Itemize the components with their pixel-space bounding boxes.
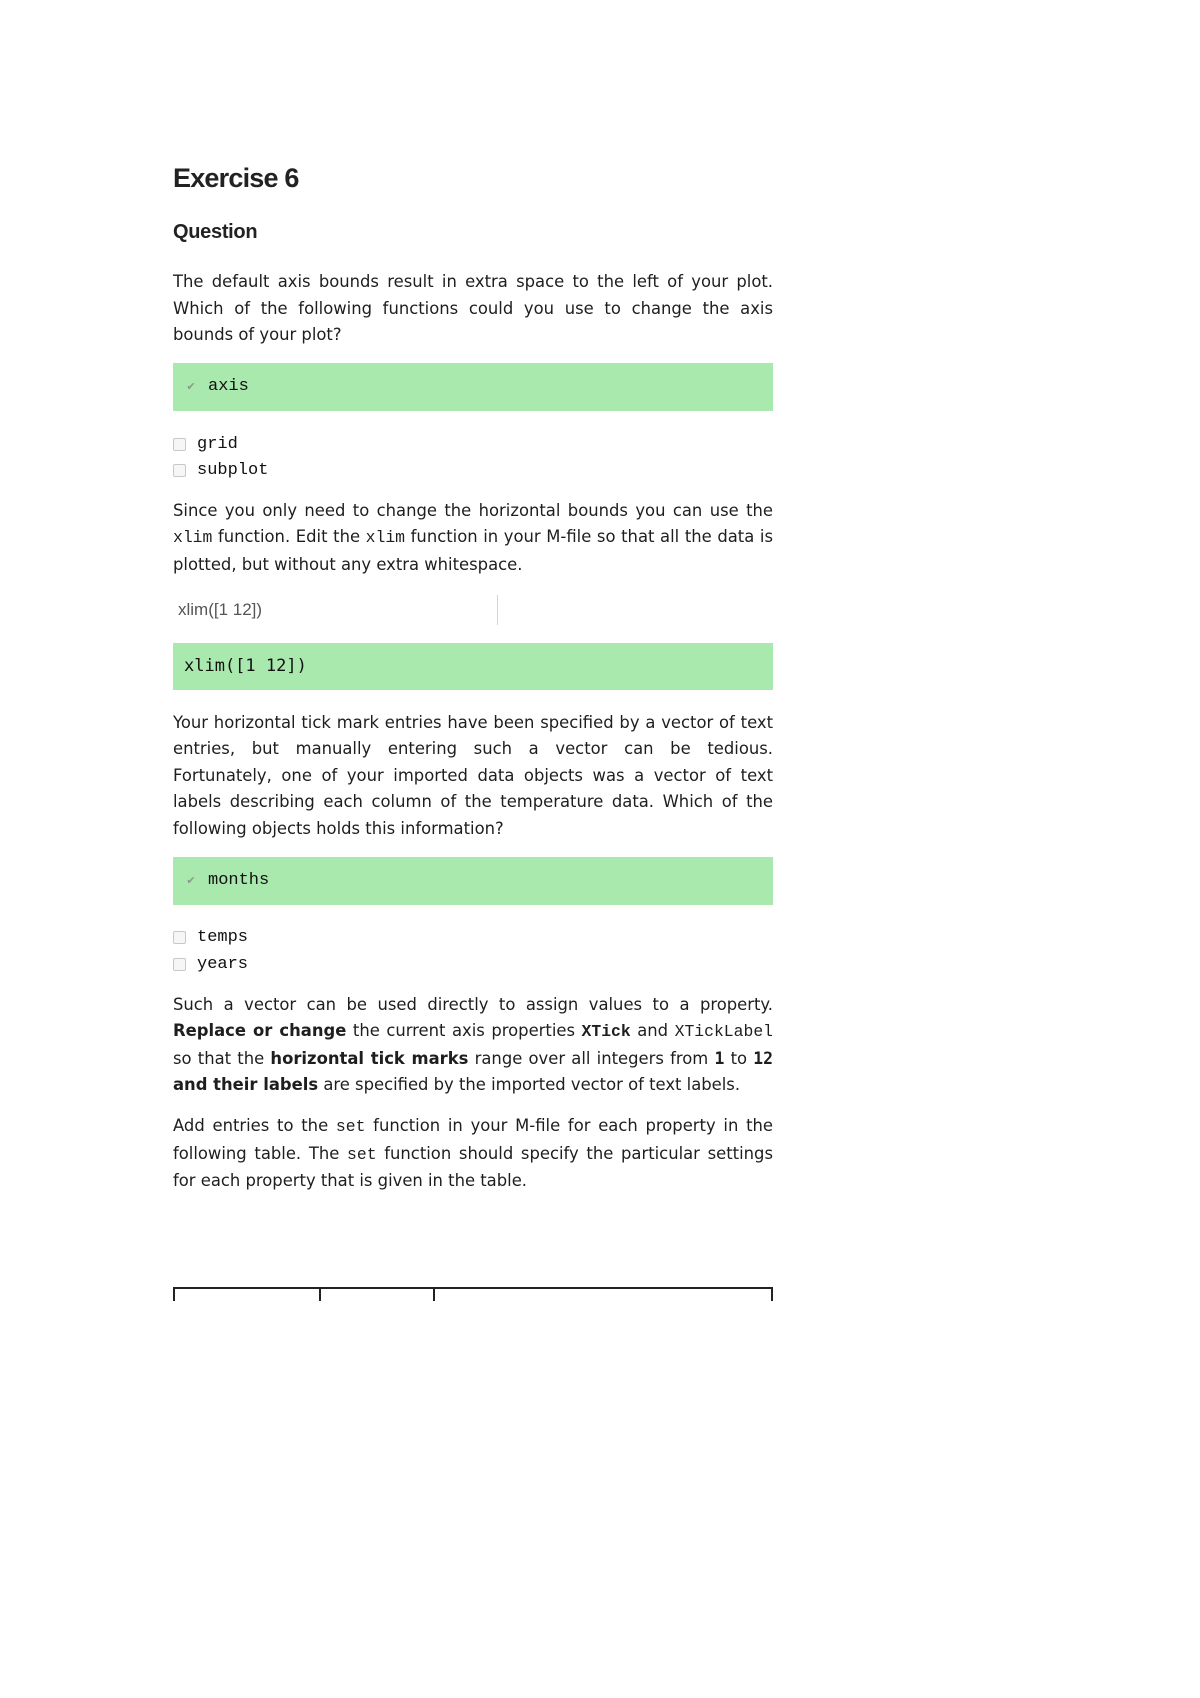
checkbox-icon[interactable] (173, 931, 186, 944)
checkbox-icon[interactable] (173, 438, 186, 451)
option-label: subplot (197, 461, 269, 481)
option-label: months (208, 871, 270, 891)
question-1-prompt: The default axis bounds result in extra space to the left of your plot. Which of the following functions could you use to change the axis bounds of your plot? (173, 272, 773, 345)
option-label: grid (197, 434, 238, 454)
question-3-options (173, 925, 773, 978)
option-grid[interactable] (173, 431, 773, 458)
checkbox-icon[interactable] (173, 464, 186, 477)
question-3-correct-answer[interactable] (173, 857, 773, 905)
option-temps[interactable] (173, 925, 773, 952)
correct-answer-code: xlim([1 12]) (184, 656, 307, 677)
table-border (433, 1289, 435, 1301)
checked-checkbox-icon[interactable]: ✔ (186, 874, 196, 888)
page-title: Exercise 6 (173, 163, 299, 193)
option-label: temps (197, 928, 249, 948)
table-border (173, 1289, 175, 1301)
question-2-correct-answer (173, 643, 773, 690)
option-subplot[interactable] (173, 457, 773, 484)
table-border (319, 1289, 321, 1301)
checkbox-icon[interactable] (173, 958, 186, 971)
table-border (771, 1289, 773, 1301)
question-3-prompt: Your horizontal tick mark entries have been specified by a vector of text entries, but manually entering such a vector can be tedious. Fortunately, one of your imported data objects was a vector of text labels describing each column of the temperature data. Which of the following objects holds this information? (173, 712, 773, 838)
question-1-correct-answer[interactable] (173, 363, 773, 411)
question-2-prompt: Since you only need to change the horizontal bounds you can use the xlim function. Edit the xlim function in your M-file so that all the data is plotted, but without any extra whitespace. (173, 500, 773, 574)
question-5-instructions: Add entries to the set function in your M-file for each property in the following table. The set function should specify the particular settings for each property that is given in the table. (173, 1115, 773, 1191)
question-4-instructions: Such a vector can be used directly to assign values to a property. Replace or change the current axis properties XTick and XTickLabel so that the horizontal tick marks range over all integers from 1 to 12 and their labels are specified by the imported vector of text labels. (173, 994, 773, 1095)
option-years[interactable] (173, 951, 773, 978)
question-heading: Question (173, 221, 258, 243)
exercise-content (173, 158, 773, 1209)
checked-checkbox-icon[interactable]: ✔ (186, 380, 196, 394)
property-table-top-edge (173, 1287, 773, 1299)
answer-input[interactable]: xlim([1 12]) (173, 595, 498, 625)
question-1-options (173, 431, 773, 484)
question-2-answer-row (173, 593, 773, 627)
option-label: years (197, 954, 249, 974)
option-label: axis (208, 377, 249, 397)
